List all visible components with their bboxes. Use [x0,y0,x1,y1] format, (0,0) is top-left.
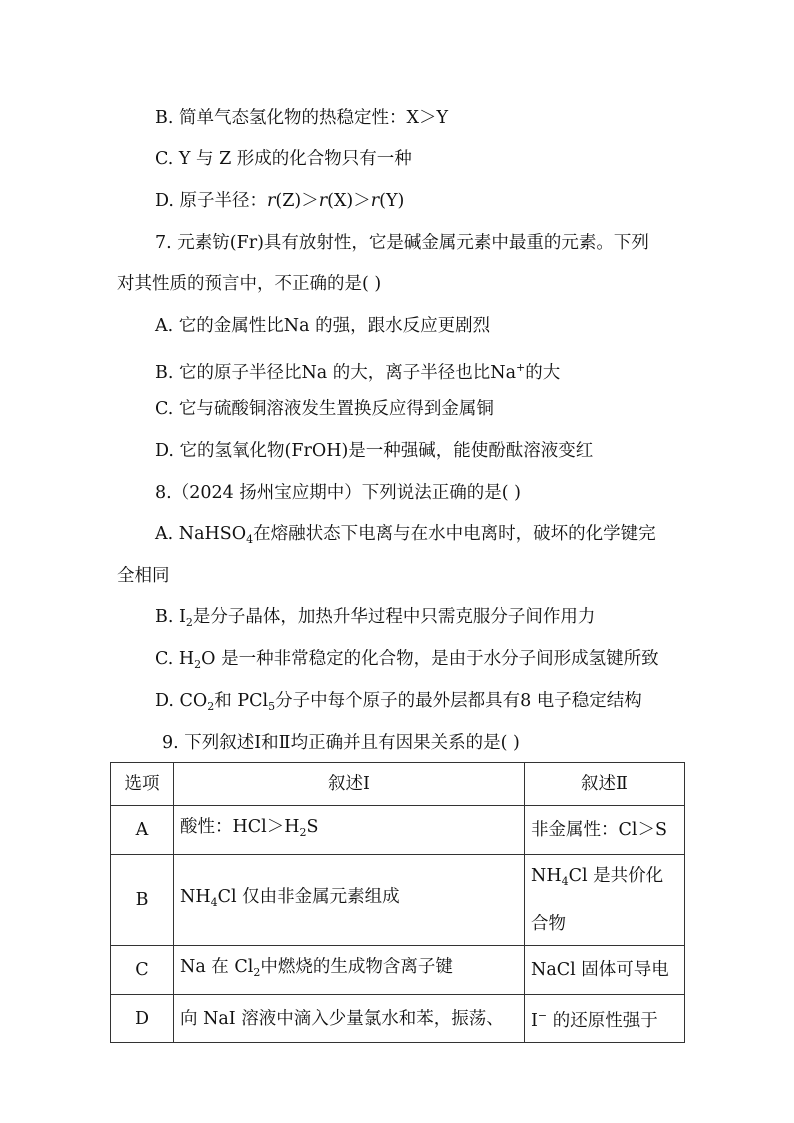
option-8c-tail: O 是一种非常稳定的化合物，是由于水分子间形成氢键所致 [201,649,659,669]
table-row [111,855,685,946]
header-option: 选项 [111,763,174,806]
cell-text: NH [180,887,211,907]
cell-text: 酸性：HCl＞H [180,817,300,837]
option-8a-tail: 在熔融状态下电离与在水中电离时，破坏的化学键完 [253,524,656,544]
subscript: 4 [210,896,218,909]
cell-line [531,855,678,903]
subscript: 2 [194,658,202,671]
option-7a: A. 它的金属性比Na 的强，跟水反应更剧烈 [155,316,491,336]
option-6d-prefix: D. 原子半径： [155,191,268,211]
header-statement-2: 叙述Ⅱ [525,763,685,806]
row-statement-1 [174,806,525,855]
option-8b-text: B. I [155,607,186,627]
subscript: 2 [253,966,261,979]
radius-symbol: r [267,191,276,211]
option-8a [155,522,656,552]
row-statement-2 [525,855,685,946]
cell-text: I [531,1011,538,1031]
table-row [111,946,685,995]
option-8d-tail: 分子中每个原子的最外层都具有8 电子稳定结构 [275,691,642,711]
radius-symbol: r [318,191,328,211]
subscript: 2 [185,616,193,629]
option-8d [155,689,642,719]
row-statement-1: 向 NaI 溶液中滴入少量氯水和苯，振荡、 [174,995,525,1043]
row-option-label: A [111,806,174,855]
row-statement-1 [174,855,525,946]
row-statement-2: 非金属性：Cl＞S [525,806,685,855]
radius-z: (Z)＞ [275,191,319,211]
table-header-row [111,763,685,806]
cell-text: S [306,817,319,837]
option-8b-tail: 是分子晶体，加热升华过程中只需克服分子间作用力 [192,607,596,627]
subscript: 2 [299,826,307,839]
subscript: 4 [246,533,254,546]
option-8b [155,605,595,635]
option-8a-text: A. NaHSO [155,524,247,544]
cell-text: NH [531,866,562,886]
subscript: 2 [207,700,215,713]
row-statement-1 [174,946,525,995]
option-6d [155,189,404,213]
radius-y: (Y) [379,191,405,211]
option-7c: C. 它与硫酸铜溶液发生置换反应得到金属铜 [155,399,494,419]
option-7b [155,356,560,385]
option-7b-tail: 的大 [525,363,561,383]
option-6b: B. 简单气态氢化物的热稳定性：X＞Y [155,108,448,128]
cell-text: 的还原性强于 [547,1011,658,1031]
option-6c: C. Y 与 Z 形成的化合物只有一种 [155,149,412,169]
row-statement-2: NaCl 固体可导电 [525,946,685,995]
question-7-stem-line2: 对其性质的预言中，不正确的是( ) [117,274,382,294]
superscript: − [537,1009,548,1022]
cell-text: Cl 是共价化 [568,866,664,886]
row-statement-2 [525,995,685,1043]
table-row [111,806,685,855]
subscript: 4 [561,875,569,888]
subscript: 5 [268,700,276,713]
option-8d-text: D. CO [155,691,208,711]
question-9-stem: 9. 下列叙述Ⅰ和Ⅱ均正确并且有因果关系的是( ) [162,733,520,753]
row-option-label: B [111,855,174,946]
option-8d-mid: 和 PCl [214,691,269,711]
option-8c-text: C. H [155,649,195,669]
header-statement-1: 叙述Ⅰ [174,763,525,806]
row-option-label: D [111,995,174,1043]
question-8-stem: 8.（2024 扬州宝应期中）下列说法正确的是( ) [155,483,522,503]
table-row [111,995,685,1043]
row-option-label: C [111,946,174,995]
cell-text: Cl 仅由非金属元素组成 [217,887,400,907]
option-7b-text: B. 它的原子半径比Na 的大，离子半径也比Na [155,363,517,383]
radius-x: (X)＞ [327,191,371,211]
radius-symbol: r [370,191,380,211]
superscript: + [516,361,526,374]
option-8a-line2: 全相同 [117,566,170,586]
question-7-stem-line1: 7. 元素钫(Fr)具有放射性，它是碱金属元素中最重的元素。下列 [155,233,649,253]
question-9-table [110,762,685,1043]
cell-text: 中燃烧的生成物含离子键 [260,957,453,977]
option-7d: D. 它的氢氧化物(FrOH)是一种强碱，能使酚酞溶液变红 [155,441,594,461]
cell-line: 合物 [531,914,566,934]
cell-text: Na 在 Cl [180,957,254,977]
option-8c [155,647,659,677]
